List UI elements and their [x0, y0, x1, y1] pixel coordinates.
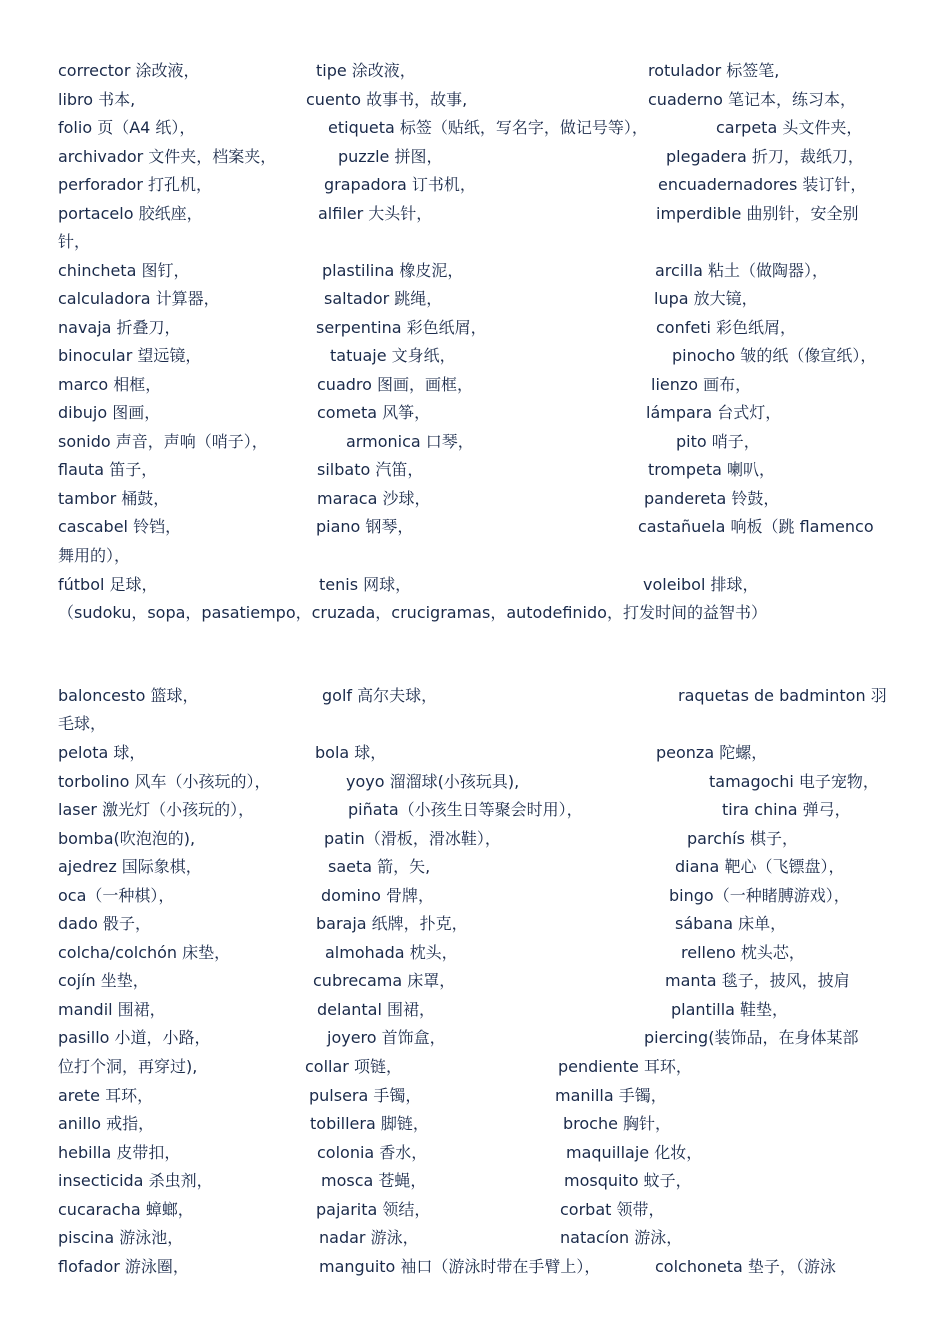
vocab-entry: bomba(吹泡泡的), [58, 829, 196, 848]
vocab-entry: domino 骨牌， [321, 886, 434, 905]
vocab-entry: hebilla 皮带扣， [58, 1143, 181, 1162]
vocab-entry: armonica 口琴， [346, 432, 474, 451]
vocab-entry: cometa 风筝， [317, 403, 431, 422]
vocab-line [0, 1195, 950, 1224]
vocab-line [0, 966, 950, 995]
vocab-continuation: 舞用的）， [58, 546, 131, 565]
vocab-entry: tipe 涂改液， [316, 61, 416, 80]
vocab-line [0, 570, 950, 599]
vocab-entry: diana 靶心（飞镖盘）， [675, 857, 845, 876]
vocab-entry: portacelo 胶纸座， [58, 204, 203, 223]
vocab-entry: piercing(装饰品，在身体某部 [644, 1028, 859, 1047]
vocab-entry: folio 页（A4 纸）， [58, 118, 196, 137]
vocab-line [0, 938, 950, 967]
vocab-line [0, 455, 950, 484]
vocab-line [0, 852, 950, 881]
vocab-entry: 位打个洞，再穿过), [58, 1057, 198, 1076]
vocab-entry: cubrecama 床罩， [313, 971, 456, 990]
vocab-entry: pelota 球， [58, 743, 146, 762]
vocab-line [0, 541, 950, 570]
vocab-continuation: 针， [58, 232, 91, 251]
vocab-entry: sonido 声音，声响（哨子）， [58, 432, 268, 451]
vocab-line [0, 824, 950, 853]
vocab-entry: sábana 床单， [675, 914, 787, 933]
vocab-entry: carpeta 头文件夹， [716, 118, 863, 137]
vocab-entry: broche 胸针， [563, 1114, 672, 1133]
vocab-line [0, 427, 950, 456]
vocab-entry: nadar 游泳， [319, 1228, 419, 1247]
vocab-entry: imperdible 曲别针，安全别 [656, 204, 859, 223]
vocab-entry: pinocho 皱的纸（像宣纸）， [672, 346, 877, 365]
vocab-entry: almohada 枕头， [325, 943, 458, 962]
vocab-entry: puzzle 拼图， [338, 147, 443, 166]
vocab-entry: archivador 文件夹，档案夹， [58, 147, 277, 166]
vocab-line [0, 341, 950, 370]
vocab-continuation: 毛球， [58, 714, 107, 733]
vocab-entry: libro 书本, [58, 90, 136, 109]
vocab-entry: yoyo 溜溜球(小孩玩具), [346, 772, 520, 791]
vocab-line [0, 370, 950, 399]
vocab-entry: maraca 沙球， [317, 489, 431, 508]
vocab-line [0, 909, 950, 938]
vocab-entry: pendiente 耳环， [558, 1057, 692, 1076]
vocab-entry: serpentina 彩色纸屑， [316, 318, 487, 337]
vocab-entry: cuento 故事书，故事, [306, 90, 468, 109]
vocab-entry: parchís 棋子， [687, 829, 798, 848]
vocab-entry: dibujo 图画， [58, 403, 161, 422]
vocab-line [0, 170, 950, 199]
vocab-entry: mosquito 蚊子， [564, 1171, 692, 1190]
vocab-entry: plastilina 橡皮泥， [322, 261, 464, 280]
vocab-line [0, 313, 950, 342]
vocab-entry: grapadora 订书机， [324, 175, 476, 194]
vocab-entry: colonia 香水， [317, 1143, 428, 1162]
vocab-entry: arete 耳环， [58, 1086, 154, 1105]
vocab-line [0, 256, 950, 285]
vocab-entry: insecticida 杀虫剂， [58, 1171, 213, 1190]
vocab-entry: ajedrez 国际象棋， [58, 857, 202, 876]
vocab-entry: lámpara 台式灯， [646, 403, 782, 422]
vocab-entry: baraja 纸牌，扑克， [316, 914, 468, 933]
vocab-line [0, 709, 950, 738]
vocab-entry: fútbol 足球， [58, 575, 158, 594]
vocab-entry: corrector 涂改液， [58, 61, 200, 80]
vocab-entry: baloncesto 篮球， [58, 686, 199, 705]
vocab-line [0, 199, 950, 228]
vocab-entry: saltador 跳绳， [324, 289, 443, 308]
vocab-entry: cascabel 铃铛， [58, 517, 182, 536]
vocab-entry: collar 项链， [305, 1057, 402, 1076]
vocab-line [0, 85, 950, 114]
vocab-entry: castañuela 响板（跳 flamenco [638, 517, 874, 536]
vocab-line [0, 881, 950, 910]
vocab-entry: tamagochi 电子宠物， [709, 772, 879, 791]
vocab-entry: tenis 网球， [319, 575, 412, 594]
vocab-entry: flauta 笛子， [58, 460, 158, 479]
vocab-line [0, 1166, 950, 1195]
vocab-entry: plegadera 折刀，裁纸刀， [666, 147, 864, 166]
vocab-entry: colcha/colchón 床垫， [58, 943, 231, 962]
vocab-entry: piñata（小孩生日等聚会时用）， [348, 800, 583, 819]
vocab-entry: chincheta 图钉， [58, 261, 190, 280]
vocab-line [0, 512, 950, 541]
vocab-line [0, 284, 950, 313]
vocab-entry: patin（滑板，滑冰鞋）， [324, 829, 501, 848]
vocab-entry: flofador 游泳圈， [58, 1257, 189, 1276]
vocab-entry: bingo（一种睹膊游戏）， [669, 886, 850, 905]
vocab-entry: rotulador 标签笔, [648, 61, 780, 80]
vocab-entry: manilla 手镯， [555, 1086, 667, 1105]
vocab-line [0, 1109, 950, 1138]
vocab-entry: tambor 桶鼓， [58, 489, 170, 508]
vocab-entry: pasillo 小道，小路， [58, 1028, 211, 1047]
vocab-entry: lienzo 画布， [651, 375, 752, 394]
vocab-entry: golf 高尔夫球， [322, 686, 438, 705]
vocab-entry: plantilla 鞋垫， [671, 1000, 789, 1019]
vocab-line [0, 484, 950, 513]
vocab-entry: mosca 苍蝇， [321, 1171, 427, 1190]
vocab-entry: cuadro 图画，画框， [317, 375, 474, 394]
vocab-line [0, 1252, 950, 1281]
vocab-line [0, 681, 950, 710]
vocab-line [0, 598, 950, 627]
vocab-line [0, 227, 950, 256]
vocab-entry: trompeta 喇叭， [648, 460, 776, 479]
vocab-line [0, 995, 950, 1024]
vocab-line [0, 142, 950, 171]
vocab-line [0, 1081, 950, 1110]
vocab-entry: cojín 坐垫， [58, 971, 149, 990]
vocab-entry: relleno 枕头芯， [681, 943, 805, 962]
vocab-entry: alfiler 大头针， [318, 204, 433, 223]
vocab-entry: pandereta 铃鼓， [644, 489, 780, 508]
vocab-entry: silbato 汽笛， [317, 460, 424, 479]
vocab-entry: tira china 弹弓， [722, 800, 851, 819]
vocab-entry: corbat 领带， [560, 1200, 665, 1219]
vocab-line [0, 398, 950, 427]
vocab-entry: colchoneta 垫子，（游泳 [655, 1257, 836, 1276]
vocab-entry: manta 毯子，披风，披肩 [665, 971, 850, 990]
vocab-entry: saeta 箭，矢, [328, 857, 431, 876]
vocab-line [0, 1023, 950, 1052]
vocab-entry: pajarita 领结， [316, 1200, 431, 1219]
vocab-entry: manguito 袖口（游泳时带在手臂上）， [319, 1257, 601, 1276]
vocab-entry: piano 钢琴， [316, 517, 414, 536]
vocab-entry: navaja 折叠刀， [58, 318, 181, 337]
vocab-entry: peonza 陀螺， [656, 743, 768, 762]
vocab-line [0, 767, 950, 796]
vocab-entry: tobillera 脚链， [310, 1114, 429, 1133]
vocab-line [0, 1052, 950, 1081]
vocab-entry: perforador 打孔机， [58, 175, 212, 194]
vocab-entry: piscina 游泳池， [58, 1228, 184, 1247]
vocab-entry: calculadora 计算器， [58, 289, 220, 308]
vocab-entry: lupa 放大镜， [654, 289, 758, 308]
vocab-entry: binocular 望远镜， [58, 346, 202, 365]
vocab-entry: cucaracha 蟑螂， [58, 1200, 194, 1219]
vocab-entry: marco 相框， [58, 375, 162, 394]
vocab-entry: bola 球， [315, 743, 387, 762]
vocab-entry: laser 激光灯（小孩玩的）， [58, 800, 255, 819]
vocab-entry: natacíon 游泳， [560, 1228, 683, 1247]
vocab-line [0, 738, 950, 767]
vocab-entry: cuaderno 笔记本，练习本， [648, 90, 857, 109]
vocab-entry: etiqueta 标签（贴纸，写名字，做记号等）， [328, 118, 648, 137]
vocab-entry: oca（一种棋）， [58, 886, 175, 905]
vocab-entry: tatuaje 文身纸， [330, 346, 456, 365]
vocab-entry: maquillaje 化妆， [566, 1143, 703, 1162]
vocab-line [0, 113, 950, 142]
vocab-entry: confeti 彩色纸屑， [656, 318, 797, 337]
vocab-entry: dado 骰子， [58, 914, 151, 933]
vocab-note: （sudoku，sopa，pasatiempo，cruzada，crucigramas，autodefinido，打发时间的益智书） [58, 603, 767, 622]
vocab-line [0, 1223, 950, 1252]
vocab-line [0, 1138, 950, 1167]
vocab-line [0, 795, 950, 824]
vocab-line [0, 56, 950, 85]
vocab-entry: mandil 围裙， [58, 1000, 166, 1019]
vocab-entry: joyero 首饰盒， [327, 1028, 446, 1047]
vocab-entry: pulsera 手镯， [309, 1086, 422, 1105]
vocab-entry: voleibol 排球， [643, 575, 759, 594]
vocab-entry: torbolino 风车（小孩玩的）， [58, 772, 271, 791]
vocab-entry: anillo 戒指， [58, 1114, 155, 1133]
vocab-entry: arcilla 粘土（做陶器）， [655, 261, 829, 280]
vocab-entry: pito 哨子， [676, 432, 760, 451]
vocab-entry: delantal 围裙， [317, 1000, 436, 1019]
vocab-entry: encuadernadores 装订针， [658, 175, 867, 194]
vocab-entry: raquetas de badminton 羽 [678, 686, 887, 705]
